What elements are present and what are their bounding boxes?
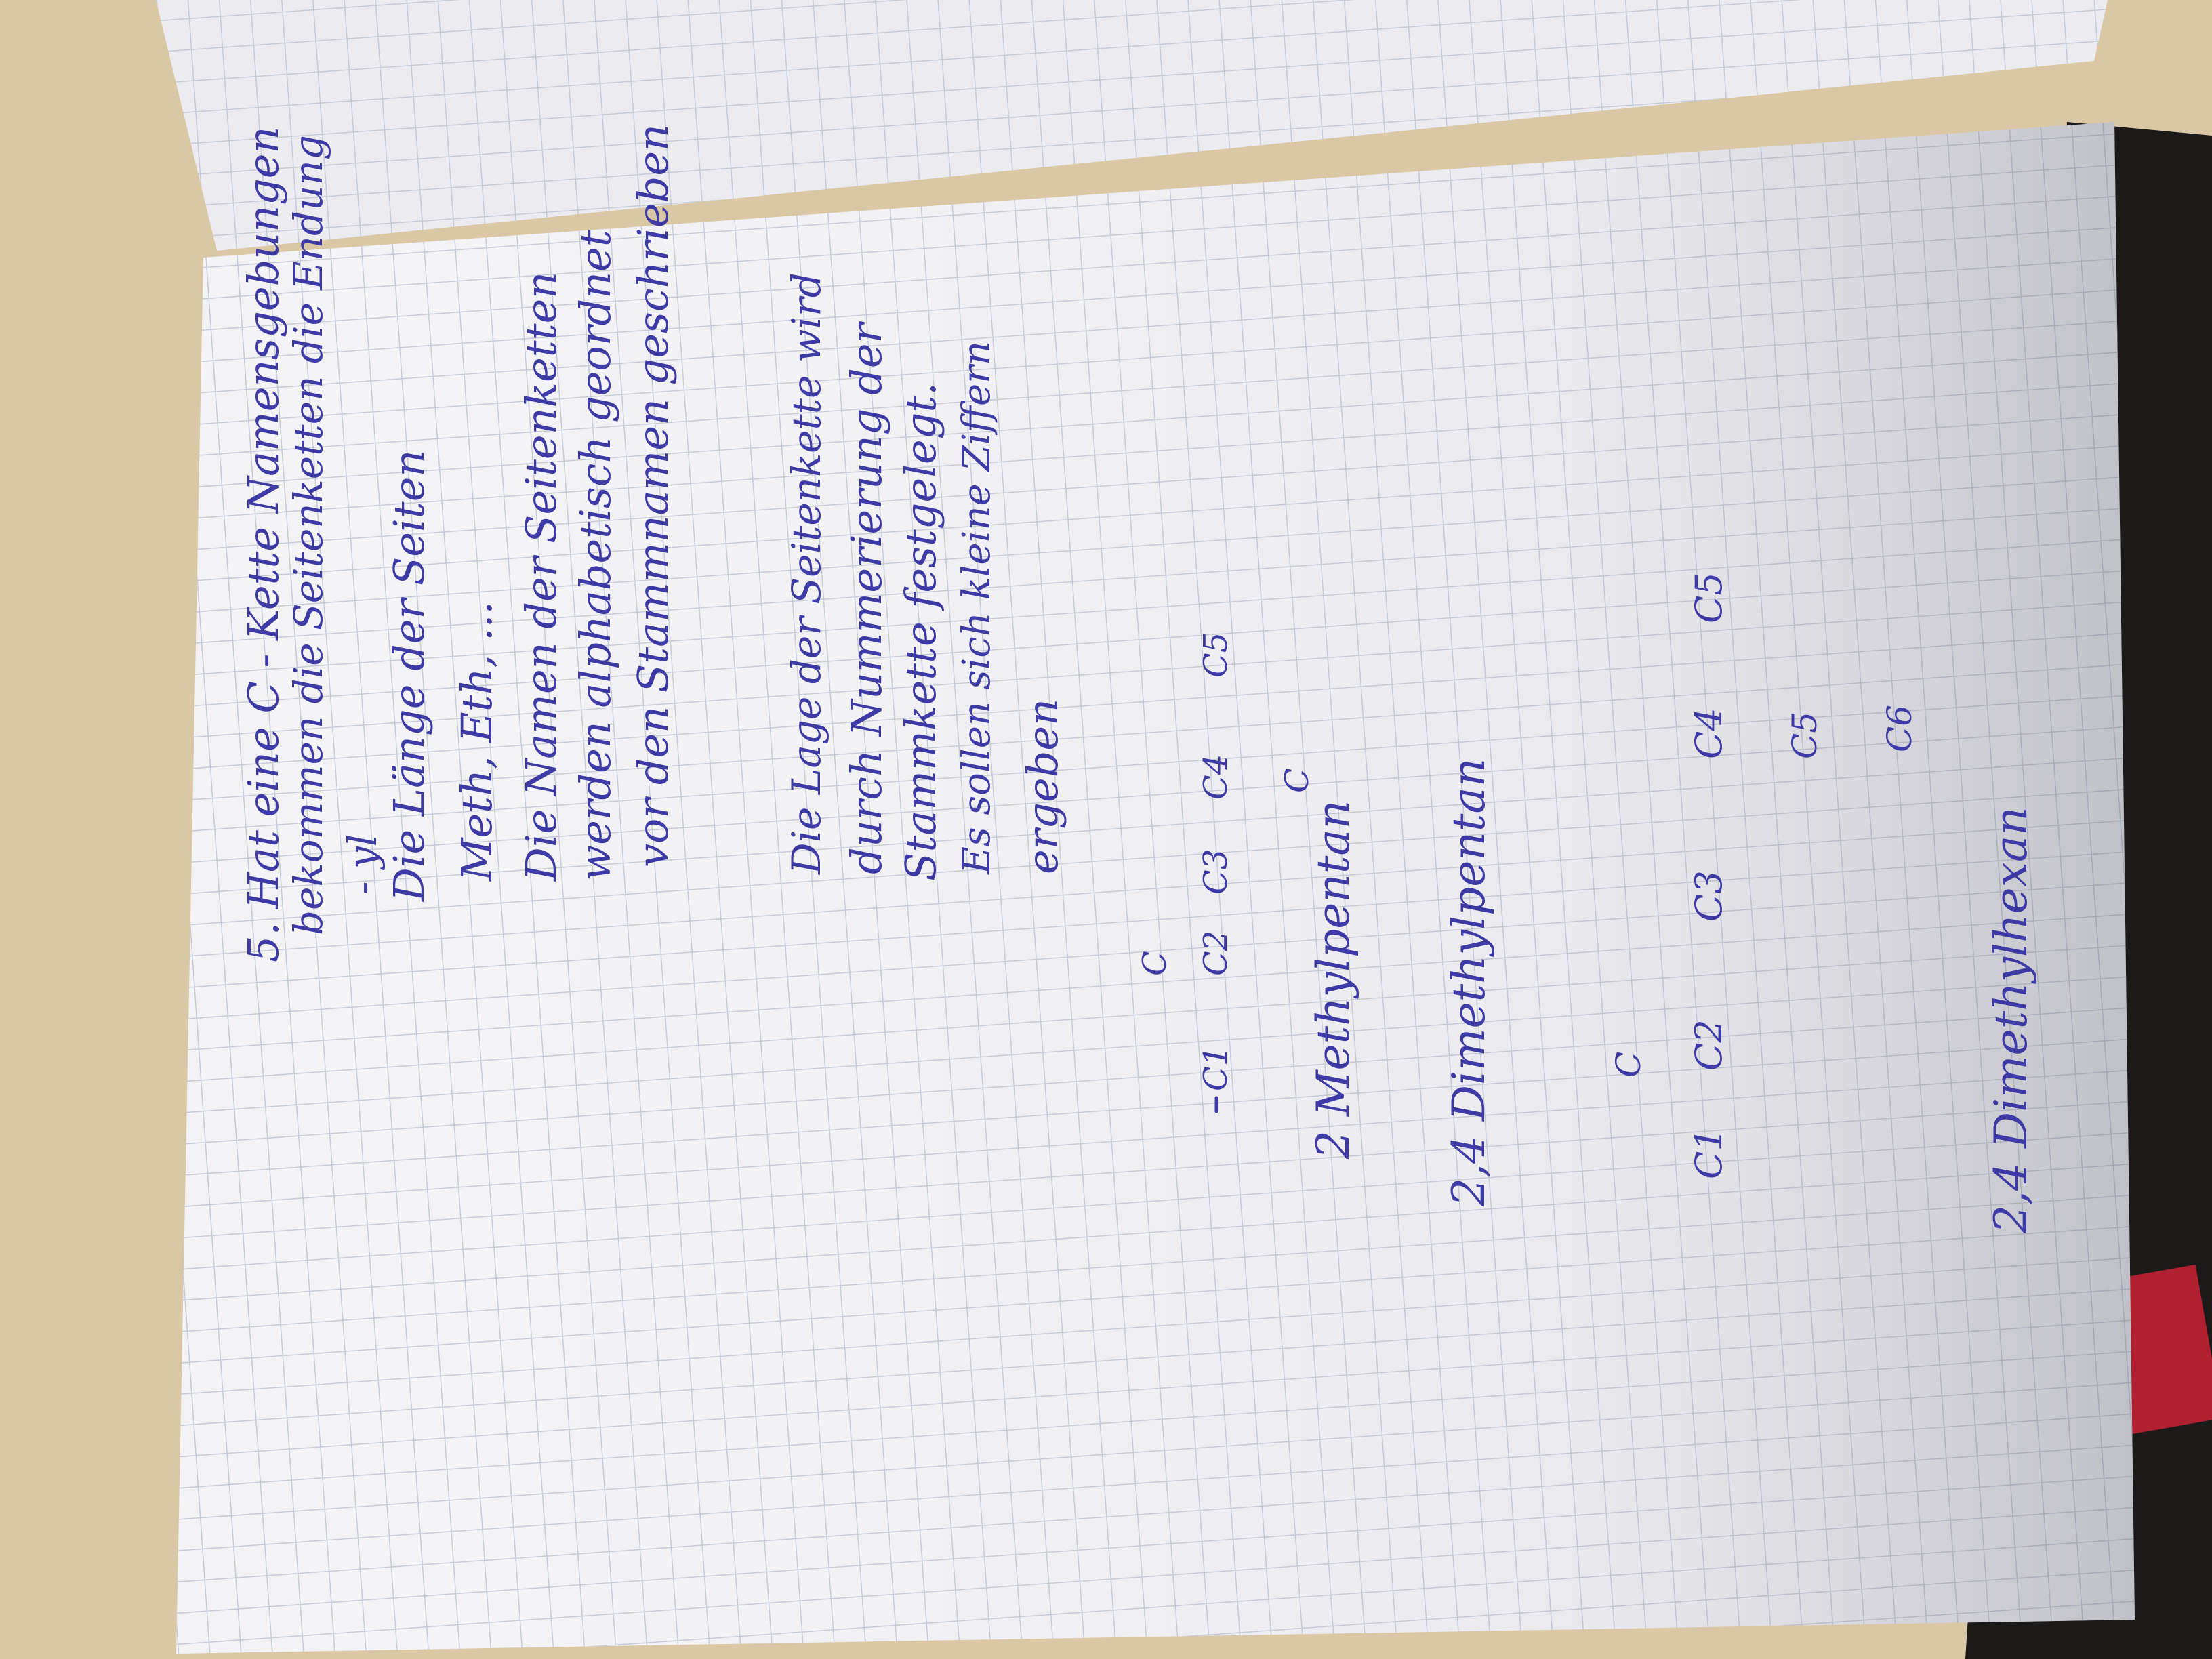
f2-side-2: C5: [1785, 711, 1824, 759]
f1-atom-3: C3: [1197, 848, 1235, 895]
f2-side-1: C: [1609, 1051, 1648, 1078]
note-line-1: 5. Hat eine C - Kette Namensgebungen: [239, 126, 288, 962]
f2-atom-4: C4: [1687, 708, 1730, 759]
f2-atom-2: C2: [1687, 1019, 1730, 1071]
note-line-4: Die Länge der Seiten: [384, 449, 434, 901]
f1-atom-5: C5: [1197, 632, 1235, 678]
compound-name-3: 2,4 Dimethylhexan: [1985, 806, 2037, 1233]
f2-atom-3: C3: [1687, 870, 1730, 922]
f1-atom-2: C2: [1197, 930, 1235, 976]
f1-atom-1: C1: [1197, 1045, 1235, 1091]
note-line-12: Es sollen sich kleine Ziffern: [955, 341, 999, 874]
f1-side-2: C: [1278, 768, 1316, 793]
note-line-3: - yl: [340, 834, 386, 895]
f2-side-3: C6: [1880, 704, 1919, 752]
note-line-11: Stammkette festgelegt.: [896, 382, 945, 881]
note-line-5: Meth, Eth, ...: [452, 600, 501, 881]
note-line-6: Die Namen der Seitenketten: [516, 271, 566, 881]
note-line-7: werden alphabetisch geordnet: [571, 230, 620, 881]
compound-name-2: 2,4 Dimethylpentan: [1443, 758, 1495, 1206]
f1-atom-4: C4: [1197, 754, 1235, 800]
note-line-2: bekommen die Seitenketten die Endung: [285, 135, 331, 935]
note-line-13: ergeben: [1018, 698, 1067, 874]
note-line-8: vor den Stammnamen geschrieben: [628, 124, 678, 867]
f2-atom-5: C5: [1687, 572, 1730, 623]
compound-name-1: 2 Methylpentan: [1307, 800, 1359, 1159]
f2-atom-1: C1: [1687, 1128, 1730, 1179]
note-line-9: Die Lage der Seitenkette wird: [783, 272, 830, 874]
note-line-10: durch Nummerierung der: [842, 323, 891, 874]
f1-side-1: C: [1136, 951, 1174, 976]
